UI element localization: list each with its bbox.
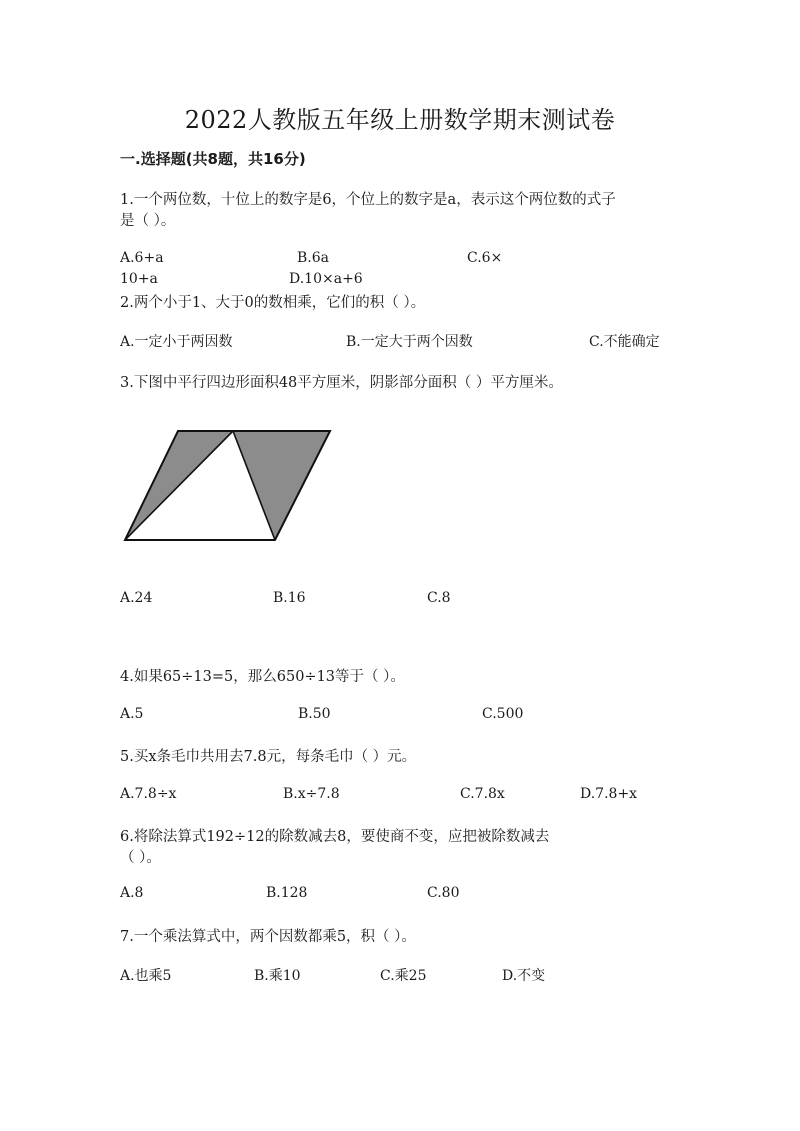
question-2-option-c: C.不能确定 — [589, 334, 660, 350]
question-1-option-b: B.6a — [297, 250, 329, 266]
question-1-option-c-part-1: C.6× — [467, 250, 503, 266]
question-1-option-a: A.6+a — [120, 250, 164, 266]
question-4-text: 4.如果65÷13=5，那么650÷13等于（ ）。 — [120, 669, 405, 685]
question-7-option-c: C.乘25 — [380, 968, 427, 984]
question-5-option-b: B.x÷7.8 — [283, 786, 340, 802]
question-1-line-2: 是（ ）。 — [120, 213, 176, 229]
question-3-text: 3.下图中平行四边形面积48平方厘米，阴影部分面积（ ）平方厘米。 — [120, 375, 563, 391]
question-2-text: 2.两个小于1、大于0的数相乘，它们的积（ ）。 — [120, 295, 426, 311]
question-5-option-d: D.7.8+x — [580, 786, 638, 802]
question-3-option-a: A.24 — [120, 590, 153, 606]
question-6-option-c: C.80 — [427, 885, 460, 901]
shaded-triangle-right — [233, 431, 330, 540]
question-2-option-a: A.一定小于两因数 — [120, 334, 233, 350]
question-7-option-b: B.乘10 — [254, 968, 301, 984]
question-1-option-c-part-2: 10+a — [120, 271, 158, 287]
question-5-text: 5.买x条毛巾共用去7.8元，每条毛巾（ ）元。 — [120, 749, 417, 765]
question-3-option-b: B.16 — [273, 590, 306, 606]
section-heading: 一.选择题(共8题，共16分) — [120, 150, 306, 168]
page-title: 2022人教版五年级上册数学期末测试卷 — [184, 106, 616, 134]
question-3-option-c: C.8 — [427, 590, 451, 606]
question-6-line-2: （ ）。 — [120, 850, 161, 866]
question-4-option-c: C.500 — [482, 706, 524, 722]
question-6-option-b: B.128 — [266, 885, 308, 901]
question-4-option-b: B.50 — [298, 706, 331, 722]
question-1-line-1: 1.一个两位数，十位上的数字是6，个位上的数字是a，表示这个两位数的式子 — [120, 192, 616, 208]
question-5-option-a: A.7.8÷x — [120, 786, 177, 802]
question-6-line-1: 6.将除法算式192÷12的除数减去8，要使商不变，应把被除数减去 — [120, 829, 550, 845]
question-7-option-a: A.也乘5 — [120, 968, 172, 984]
question-2-option-b: B.一定大于两个因数 — [346, 334, 473, 350]
question-4-option-a: A.5 — [120, 706, 144, 722]
question-6-option-a: A.8 — [120, 885, 144, 901]
question-1-option-d: D.10×a+6 — [289, 271, 363, 287]
parallelogram-figure — [118, 425, 338, 547]
question-7-text: 7.一个乘法算式中，两个因数都乘5，积（ ）。 — [120, 929, 416, 945]
question-7-option-d: D.不变 — [502, 968, 546, 984]
question-5-option-c: C.7.8x — [460, 786, 505, 802]
